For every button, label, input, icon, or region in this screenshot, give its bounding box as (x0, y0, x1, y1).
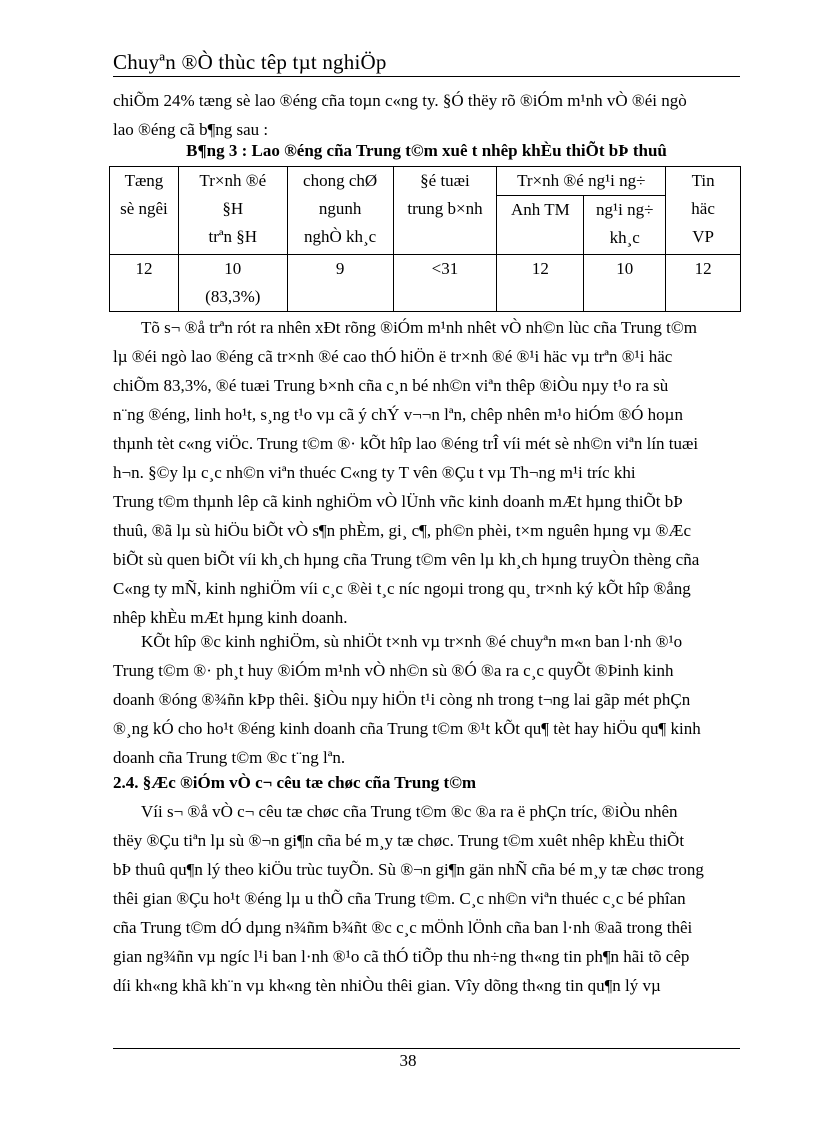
text-line: n¨ng ®éng, linh ho¹t, s¸ng t¹o vµ cã ý chÝ v¬¬n lªn, chêp nhên m¹o hiÓm ®Ó hoµn (113, 405, 683, 424)
text-line: Trung t©m thµnh lêp cã kinh nghiÖm vÒ lÜnh vñc kinh doanh mÆt hµng thiÕt bÞ (113, 492, 683, 511)
text-line: nhêp khÈu mÆt hµng kinh doanh. (113, 608, 348, 627)
experience-paragraph (113, 627, 740, 772)
structure-paragraph (113, 797, 740, 1000)
header-cell-average-age: §é tuæi trung b×nh (393, 167, 497, 255)
text-line: h¬n. §©y lµ c¸c nh©n viªn thuéc C«ng ty T vên ®Çu t vµ Th¬ng m¹i tríc khi (113, 463, 636, 482)
page-number: 38 (399, 1051, 417, 1070)
header-cell-university: Tr×nh ®é §H trªn §H (178, 167, 287, 255)
table-row (110, 255, 741, 312)
text-line: Víi s¬ ®å vÒ c¬ cêu tæ chøc cña Trung t©m ®c ®a ra ë phÇn tríc, ®iÒu nhên (141, 802, 678, 821)
text-line: thëy ®Çu tiªn lµ sù ®¬n gi¶n cña bé m¸y tæ chøc. Trung t©m xuêt nhêp khÈu thiÕt (113, 831, 685, 850)
cell-university: 10 (83,3%) (178, 255, 287, 312)
text-line: doanh cña Trung t©m ®c t¨ng lªn. (113, 748, 346, 767)
text-line: lao ®éng cã b¶ng sau : (113, 120, 269, 139)
cell-other-language: 10 (584, 255, 666, 312)
text-line: díi kh«ng khã kh¨n vµ kh«ng tèn nhiÒu thêi gian. Vîy dõng th«ng tin qu¶n lý vµ (113, 976, 661, 995)
header-cell-english: Anh TM (497, 196, 584, 255)
table-caption: B¶ng 3 : Lao ®éng cña Trung t©m xuê t nhêp khÈu thiÕt bÞ thuû (186, 141, 667, 160)
section-heading: 2.4. §Æc ®iÓm vÒ c¬ cêu tæ chøc cña Trung t©m (113, 773, 477, 792)
text-line: thµnh tèt c«ng viÖc. Trung t©m ®· kÕt hîp lao ®éng trÎ víi mét sè nh©n viªn lín tuæi (113, 434, 699, 453)
header-cell-other-language: ng¹i ng÷ kh¸c (584, 196, 666, 255)
text-line: chiÕm 24% tæng sè lao ®éng cña toµn c«ng ty. §Ó thëy rõ ®iÓm m¹nh vÒ ®éi ngò (113, 91, 687, 110)
page-header-title: Chuyªn ®Ò thùc têp tµt nghiÖp (113, 50, 387, 74)
text-line: Trung t©m ®· ph¸t huy ®iÓm m¹nh vÒ nh©n sù ®Ó ®a ra c¸c quyÕt ®Þinh kinh (113, 661, 674, 680)
text-line: doanh ®óng ®¾ñn kÞp thêi. §iÒu nµy hiÖn t¹i còng nh trong t¬ng lai gãp mét phÇn (113, 690, 691, 709)
cell-english: 12 (497, 255, 584, 312)
text-line: cña Trung t©m dÓ dµng n¾ñm b¾ñt ®c c¸c mÖnh lÖnh cña ban l·nh ®aã trong thêi (113, 918, 693, 937)
text-line: chiÕm 83,3%, ®é tuæi Trung b×nh cña c¸n bé nh©n viªn thêp ®iÒu nµy t¹o ra sù (113, 376, 669, 395)
header-cell-language-group: Tr×nh ®é ng¹i ng÷ (497, 167, 666, 196)
text-line: thêi gian ®Çu ho¹t ®éng lµ u thÕ cña Trung t©m. C¸c nh©n viªn thuéc c¸c bé phîan (113, 889, 686, 908)
text-line: KÕt hîp ®c kinh nghiÖm, sù nhiÖt t×nh vµ tr×nh ®é chuyªn m«n ban l·nh ®¹o (141, 632, 683, 651)
cell-average-age: <31 (393, 255, 497, 312)
header-cell-specialty: chong chØ ngunh nghÒ kh¸c (287, 167, 393, 255)
text-line: gian ng¾ñn vµ ngíc l¹i ban l·nh ®¹o cã thÓ tiÕp thu nh÷ng th«ng tin ph¶n hãi tõ cêp (113, 947, 690, 966)
cell-specialty: 9 (287, 255, 393, 312)
table-header-row (110, 167, 741, 196)
intro-paragraph (113, 86, 740, 144)
text-line: biÕt sù quen biÕt víi kh¸ch hµng cña Trung t©m vên lµ kh¸ch hµng truyÒn thèng cña (113, 550, 700, 569)
header-cell-total-staff: Tæng sè ngêi (110, 167, 179, 255)
header-divider (113, 76, 740, 77)
text-line: lµ ®éi ngò lao ®éng cã tr×nh ®é cao thÓ hiÖn ë tr×nh ®é ®¹i häc vµ trªn ®¹i häc (113, 347, 673, 366)
labor-table (109, 166, 741, 312)
text-line: ®¸ng kÓ cho ho¹t ®éng kinh doanh cña Trung t©m ®¹t kÕt qu¶ tèt hay hiÖu qu¶ kinh (113, 719, 701, 738)
text-line: thuû, ®ã lµ sù hiÖu biÕt vÒ s¶n phÈm, gi¸ c¶, ph©n phèi, t×m nguên hµng vµ ®Æc (113, 521, 692, 540)
analysis-paragraph (113, 313, 740, 632)
text-line: Tõ s¬ ®å trªn rót ra nhên xÐt rõng ®iÓm m¹nh nhêt vÒ nh©n lùc cña Trung t©m (141, 318, 697, 337)
text-line: bÞ thuû qu¶n lý theo kiÖu trùc tuyÕn. Sù ®¬n gi¶n gän nhÑ cña bé m¸y tæ chøc trong (113, 860, 704, 879)
cell-total-staff: 12 (110, 255, 179, 312)
cell-it: 12 (666, 255, 741, 312)
footer-divider (113, 1048, 740, 1049)
header-cell-it: Tin häc VP (666, 167, 741, 255)
text-line: C«ng ty mÑ, kinh nghiÖm víi c¸c ®èi t¸c níc ngoµi trong qu¸ tr×nh ký kÕt hîp ®ång (113, 579, 691, 598)
